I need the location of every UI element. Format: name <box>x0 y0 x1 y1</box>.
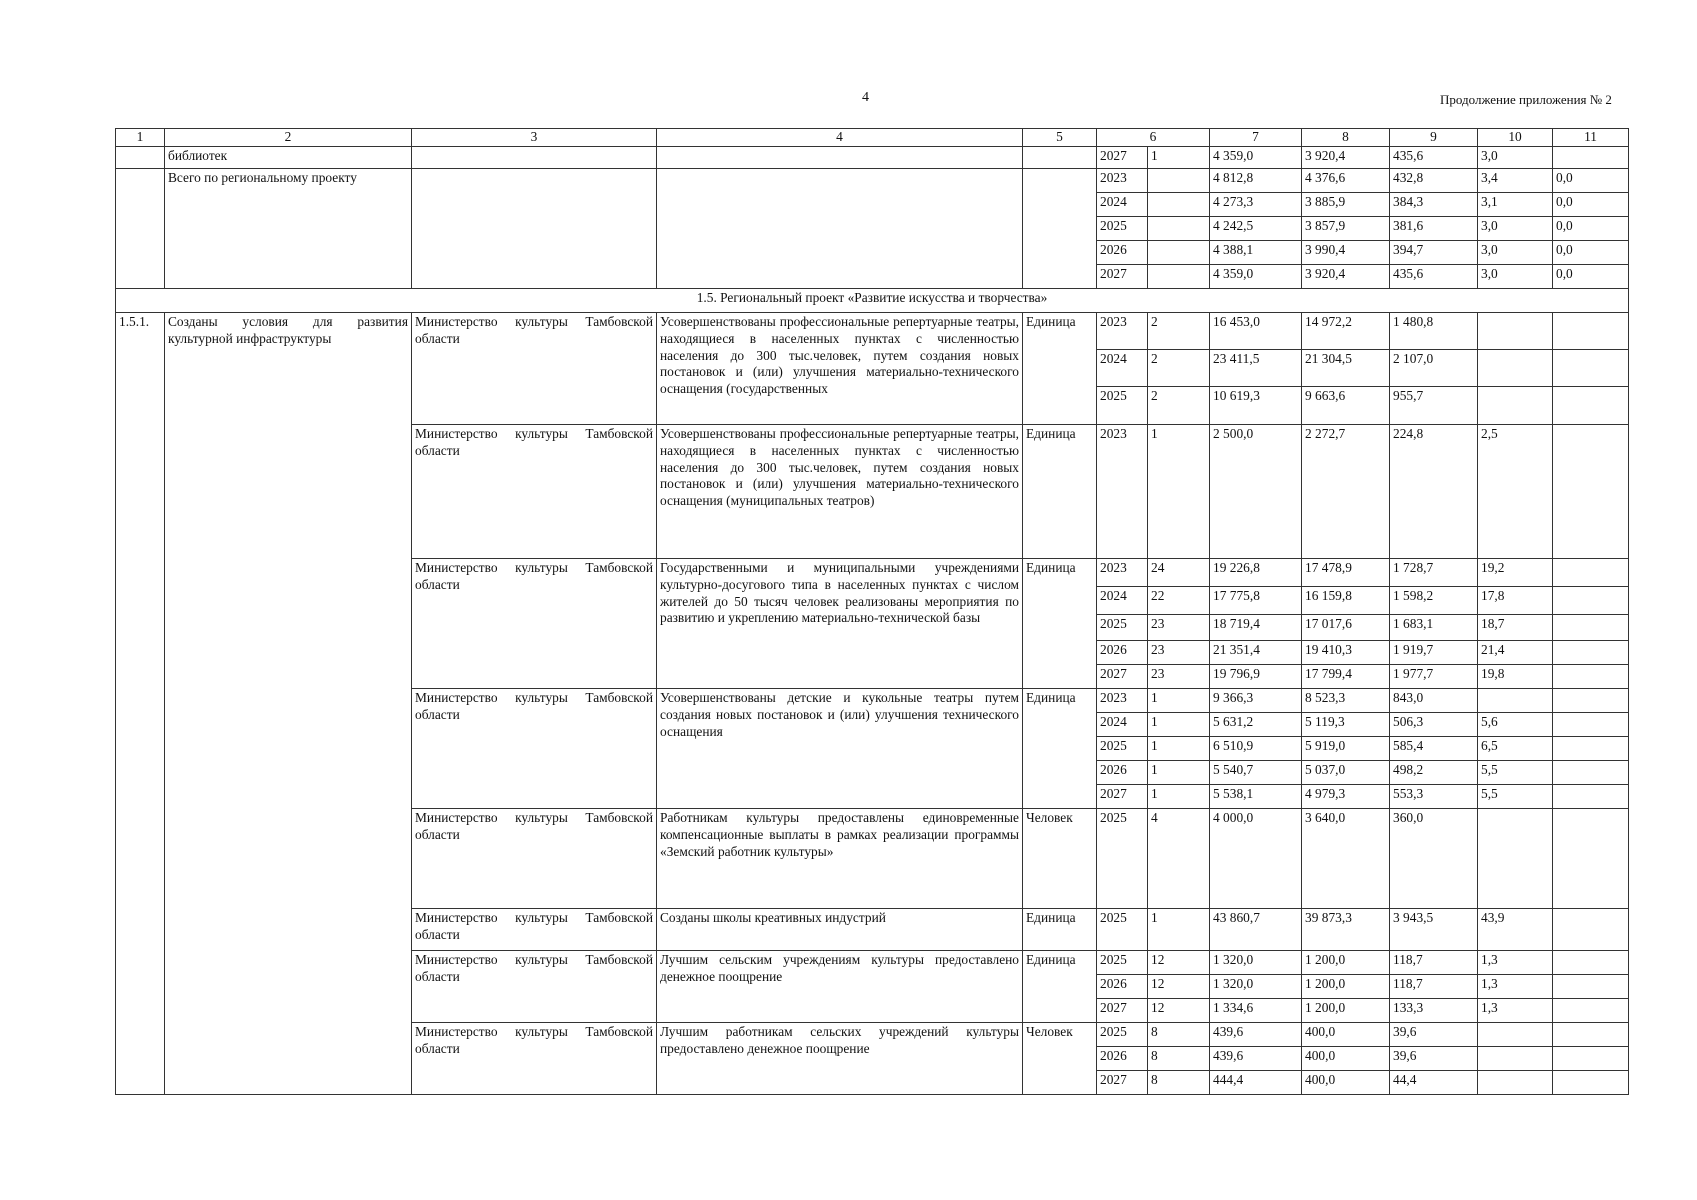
cell-federal-amount: 2 272,7 <box>1302 425 1390 559</box>
cell-federal-amount: 21 304,5 <box>1302 350 1390 387</box>
cell-year: 2027 <box>1097 1071 1148 1095</box>
header-col-11: 11 <box>1553 129 1629 147</box>
cell-year: 2026 <box>1097 641 1148 665</box>
cell-count: 1 <box>1148 737 1210 761</box>
cell-local-amount: 1,3 <box>1478 999 1553 1023</box>
cell-unit: Человек <box>1023 1023 1097 1095</box>
cell-unit: Человек <box>1023 809 1097 909</box>
header-col-10: 10 <box>1478 129 1553 147</box>
cell-description <box>657 147 1023 169</box>
cell-regional-amount: 955,7 <box>1390 387 1478 425</box>
cell-regional-amount: 585,4 <box>1390 737 1478 761</box>
cell-executor: Министерство культуры Тамбовской области <box>412 909 657 951</box>
cell-year: 2025 <box>1097 909 1148 951</box>
cell-unit: Единица <box>1023 689 1097 809</box>
cell-federal-amount: 400,0 <box>1302 1023 1390 1047</box>
header-col-6: 6 <box>1097 129 1210 147</box>
cell-number <box>116 147 165 169</box>
cell-federal-amount: 17 478,9 <box>1302 559 1390 587</box>
cell-regional-amount: 1 598,2 <box>1390 587 1478 615</box>
cell-local-amount: 3,1 <box>1478 193 1553 217</box>
cell-other-amount: 0,0 <box>1553 217 1629 241</box>
cell-other-amount <box>1553 665 1629 689</box>
table-body <box>116 147 1629 1095</box>
total-label: Всего по региональному проекту <box>165 169 412 289</box>
cell-total-amount: 1 334,6 <box>1210 999 1302 1023</box>
cell-local-amount: 3,4 <box>1478 169 1553 193</box>
cell-federal-amount: 400,0 <box>1302 1071 1390 1095</box>
cell-regional-amount: 506,3 <box>1390 713 1478 737</box>
cell-local-amount: 18,7 <box>1478 615 1553 641</box>
cell-total-amount: 10 619,3 <box>1210 387 1302 425</box>
cell-unit <box>1023 147 1097 169</box>
cell-count: 1 <box>1148 713 1210 737</box>
cell-regional-amount: 432,8 <box>1390 169 1478 193</box>
cell-description: Работникам культуры предоставлены единовременные компенсационные выплаты в рамках реализации программы «Земский работник культуры» <box>657 809 1023 909</box>
cell-year: 2025 <box>1097 217 1148 241</box>
cell-federal-amount: 400,0 <box>1302 1047 1390 1071</box>
cell-executor: Министерство культуры Тамбовской области <box>412 425 657 559</box>
cell-total-amount: 4 359,0 <box>1210 265 1302 289</box>
cell-other-amount: 0,0 <box>1553 169 1629 193</box>
cell-count: 2 <box>1148 387 1210 425</box>
cell-local-amount: 3,0 <box>1478 265 1553 289</box>
cell-local-amount: 5,5 <box>1478 761 1553 785</box>
table-row <box>116 289 1629 313</box>
cell-total-amount: 439,6 <box>1210 1023 1302 1047</box>
cell-unit: Единица <box>1023 313 1097 425</box>
cell-count: 1 <box>1148 761 1210 785</box>
cell-regional-amount: 435,6 <box>1390 265 1478 289</box>
cell-local-amount: 1,3 <box>1478 975 1553 999</box>
cell-description: Созданы школы креативных индустрий <box>657 909 1023 951</box>
cell-other-amount <box>1553 587 1629 615</box>
cell-executor: Министерство культуры Тамбовской области <box>412 1023 657 1095</box>
section-title: 1.5. Региональный проект «Развитие искусства и творчества» <box>116 289 1629 313</box>
cell-total-amount: 4 812,8 <box>1210 169 1302 193</box>
cell-count <box>1148 265 1210 289</box>
cell-count: 8 <box>1148 1023 1210 1047</box>
cell-federal-amount: 3 857,9 <box>1302 217 1390 241</box>
cell-year: 2026 <box>1097 761 1148 785</box>
cell-total-amount: 17 775,8 <box>1210 587 1302 615</box>
cell-total-amount: 5 538,1 <box>1210 785 1302 809</box>
cell-regional-amount: 39,6 <box>1390 1047 1478 1071</box>
table-row <box>116 313 1629 350</box>
cell-total-amount: 21 351,4 <box>1210 641 1302 665</box>
cell-total-amount: 5 631,2 <box>1210 713 1302 737</box>
cell-regional-amount: 2 107,0 <box>1390 350 1478 387</box>
cell-other-amount <box>1553 425 1629 559</box>
cell-year: 2027 <box>1097 999 1148 1023</box>
cell-federal-amount: 14 972,2 <box>1302 313 1390 350</box>
header-col-7: 7 <box>1210 129 1302 147</box>
cell-result-name: библиотек <box>165 147 412 169</box>
cell-local-amount <box>1478 689 1553 713</box>
cell-federal-amount: 3 885,9 <box>1302 193 1390 217</box>
cell-federal-amount: 3 920,4 <box>1302 147 1390 169</box>
cell-total-amount: 16 453,0 <box>1210 313 1302 350</box>
cell-other-amount <box>1553 737 1629 761</box>
cell-other-amount <box>1553 909 1629 951</box>
header-col-1: 1 <box>116 129 165 147</box>
cell-total-amount: 43 860,7 <box>1210 909 1302 951</box>
cell-local-amount: 19,8 <box>1478 665 1553 689</box>
cell-other-amount <box>1553 1071 1629 1095</box>
cell-federal-amount: 8 523,3 <box>1302 689 1390 713</box>
cell-total-amount: 4 273,3 <box>1210 193 1302 217</box>
cell-other-amount: 0,0 <box>1553 265 1629 289</box>
cell-executor <box>412 147 657 169</box>
cell-other-amount <box>1553 761 1629 785</box>
cell-year: 2027 <box>1097 147 1148 169</box>
cell-year: 2026 <box>1097 241 1148 265</box>
cell-total-amount: 9 366,3 <box>1210 689 1302 713</box>
cell-other-amount <box>1553 641 1629 665</box>
cell-regional-amount: 1 728,7 <box>1390 559 1478 587</box>
cell-regional-amount: 133,3 <box>1390 999 1478 1023</box>
cell-executor: Министерство культуры Тамбовской области <box>412 951 657 1023</box>
cell-count: 8 <box>1148 1047 1210 1071</box>
cell-local-amount <box>1478 350 1553 387</box>
cell-count: 12 <box>1148 951 1210 975</box>
cell-federal-amount: 4 979,3 <box>1302 785 1390 809</box>
cell-description: Усовершенствованы профессиональные репертуарные театры, находящиеся в населенных пунктах с численностью населения до 300 тыс.человек, путем создания новых постановок и (или) улучшения материально-технического оснащения (муниципальных театров) <box>657 425 1023 559</box>
cell-total-amount: 6 510,9 <box>1210 737 1302 761</box>
task-number: 1.5.1. <box>116 313 165 1095</box>
cell-regional-amount: 1 919,7 <box>1390 641 1478 665</box>
cell-count: 2 <box>1148 350 1210 387</box>
cell-executor: Министерство культуры Тамбовской области <box>412 313 657 425</box>
cell-count: 23 <box>1148 641 1210 665</box>
cell-federal-amount: 3 990,4 <box>1302 241 1390 265</box>
cell-year: 2026 <box>1097 1047 1148 1071</box>
cell-other-amount <box>1553 1047 1629 1071</box>
cell-description: Лучшим сельским учреждениям культуры предоставлено денежное поощрение <box>657 951 1023 1023</box>
cell-regional-amount: 384,3 <box>1390 193 1478 217</box>
cell-count: 2 <box>1148 313 1210 350</box>
cell-year: 2024 <box>1097 193 1148 217</box>
header-col-4: 4 <box>657 129 1023 147</box>
cell-other-amount <box>1553 147 1629 169</box>
cell-year: 2027 <box>1097 785 1148 809</box>
cell-count <box>1148 169 1210 193</box>
cell-total-amount: 18 719,4 <box>1210 615 1302 641</box>
cell-unit <box>1023 169 1097 289</box>
cell-regional-amount: 553,3 <box>1390 785 1478 809</box>
cell-regional-amount: 394,7 <box>1390 241 1478 265</box>
cell-total-amount: 2 500,0 <box>1210 425 1302 559</box>
cell-federal-amount: 19 410,3 <box>1302 641 1390 665</box>
table-row <box>116 147 1629 169</box>
cell-count: 22 <box>1148 587 1210 615</box>
cell-year: 2026 <box>1097 975 1148 999</box>
cell-total-amount: 4 000,0 <box>1210 809 1302 909</box>
cell-federal-amount: 1 200,0 <box>1302 951 1390 975</box>
cell-count: 1 <box>1148 909 1210 951</box>
cell-other-amount <box>1553 999 1629 1023</box>
cell-local-amount: 17,8 <box>1478 587 1553 615</box>
cell-other-amount <box>1553 975 1629 999</box>
cell-year: 2027 <box>1097 665 1148 689</box>
cell-total-amount: 444,4 <box>1210 1071 1302 1095</box>
header-col-5: 5 <box>1023 129 1097 147</box>
cell-total-amount: 4 359,0 <box>1210 147 1302 169</box>
cell-federal-amount: 4 376,6 <box>1302 169 1390 193</box>
cell-count <box>1148 193 1210 217</box>
cell-federal-amount: 17 017,6 <box>1302 615 1390 641</box>
cell-unit: Единица <box>1023 909 1097 951</box>
cell-total-amount: 19 796,9 <box>1210 665 1302 689</box>
cell-unit: Единица <box>1023 951 1097 1023</box>
cell-total-amount: 5 540,7 <box>1210 761 1302 785</box>
cell-local-amount: 3,0 <box>1478 241 1553 265</box>
header-row <box>116 129 1629 147</box>
cell-number <box>116 169 165 289</box>
cell-total-amount: 1 320,0 <box>1210 951 1302 975</box>
cell-federal-amount: 17 799,4 <box>1302 665 1390 689</box>
cell-year: 2023 <box>1097 689 1148 713</box>
cell-year: 2023 <box>1097 425 1148 559</box>
cell-regional-amount: 1 683,1 <box>1390 615 1478 641</box>
cell-regional-amount: 1 977,7 <box>1390 665 1478 689</box>
cell-regional-amount: 843,0 <box>1390 689 1478 713</box>
cell-count: 1 <box>1148 425 1210 559</box>
program-table <box>115 128 1629 1095</box>
cell-federal-amount: 5 919,0 <box>1302 737 1390 761</box>
cell-local-amount: 2,5 <box>1478 425 1553 559</box>
cell-regional-amount: 381,6 <box>1390 217 1478 241</box>
cell-regional-amount: 360,0 <box>1390 809 1478 909</box>
cell-local-amount: 43,9 <box>1478 909 1553 951</box>
cell-local-amount <box>1478 1071 1553 1095</box>
cell-year: 2023 <box>1097 559 1148 587</box>
cell-federal-amount: 3 920,4 <box>1302 265 1390 289</box>
cell-other-amount <box>1553 350 1629 387</box>
cell-regional-amount: 224,8 <box>1390 425 1478 559</box>
cell-count: 23 <box>1148 665 1210 689</box>
cell-count: 1 <box>1148 785 1210 809</box>
cell-local-amount <box>1478 313 1553 350</box>
cell-regional-amount: 3 943,5 <box>1390 909 1478 951</box>
cell-executor: Министерство культуры Тамбовской области <box>412 809 657 909</box>
cell-count <box>1148 241 1210 265</box>
cell-description <box>657 169 1023 289</box>
cell-total-amount: 1 320,0 <box>1210 975 1302 999</box>
cell-federal-amount: 5 037,0 <box>1302 761 1390 785</box>
header-col-3: 3 <box>412 129 657 147</box>
cell-count: 4 <box>1148 809 1210 909</box>
header-col-9: 9 <box>1390 129 1478 147</box>
cell-unit: Единица <box>1023 425 1097 559</box>
cell-local-amount: 19,2 <box>1478 559 1553 587</box>
cell-other-amount <box>1553 809 1629 909</box>
cell-other-amount <box>1553 387 1629 425</box>
cell-count: 8 <box>1148 1071 1210 1095</box>
cell-local-amount: 5,5 <box>1478 785 1553 809</box>
cell-local-amount: 3,0 <box>1478 147 1553 169</box>
cell-executor: Министерство культуры Тамбовской области <box>412 689 657 809</box>
cell-description: Усовершенствованы профессиональные репертуарные театры, находящиеся в населенных пунктах с численностью населения до 300 тыс.человек, путем создания новых постановок и (или) улучшения материально-технического оснащения (государственных <box>657 313 1023 425</box>
table-row <box>116 169 1629 193</box>
cell-total-amount: 4 242,5 <box>1210 217 1302 241</box>
cell-federal-amount: 9 663,6 <box>1302 387 1390 425</box>
cell-local-amount: 1,3 <box>1478 951 1553 975</box>
cell-regional-amount: 44,4 <box>1390 1071 1478 1095</box>
cell-other-amount <box>1553 1023 1629 1047</box>
cell-other-amount <box>1553 615 1629 641</box>
cell-local-amount <box>1478 1047 1553 1071</box>
cell-regional-amount: 435,6 <box>1390 147 1478 169</box>
cell-other-amount <box>1553 689 1629 713</box>
cell-local-amount: 5,6 <box>1478 713 1553 737</box>
cell-regional-amount: 118,7 <box>1390 951 1478 975</box>
cell-local-amount <box>1478 809 1553 909</box>
cell-year: 2024 <box>1097 713 1148 737</box>
cell-regional-amount: 39,6 <box>1390 1023 1478 1047</box>
cell-local-amount: 21,4 <box>1478 641 1553 665</box>
cell-total-amount: 4 388,1 <box>1210 241 1302 265</box>
header-col-8: 8 <box>1302 129 1390 147</box>
cell-total-amount: 19 226,8 <box>1210 559 1302 587</box>
cell-year: 2025 <box>1097 387 1148 425</box>
cell-federal-amount: 16 159,8 <box>1302 587 1390 615</box>
cell-year: 2025 <box>1097 1023 1148 1047</box>
cell-regional-amount: 118,7 <box>1390 975 1478 999</box>
cell-local-amount: 3,0 <box>1478 217 1553 241</box>
cell-executor: Министерство культуры Тамбовской области <box>412 559 657 689</box>
cell-description: Государственными и муниципальными учреждениями культурно-досугового типа в населенных пунктах с числом жителей до 50 тысяч человек реализованы мероприятия по развитию и укреплению материально-технической базы <box>657 559 1023 689</box>
cell-other-amount: 0,0 <box>1553 193 1629 217</box>
cell-year: 2023 <box>1097 313 1148 350</box>
cell-unit: Единица <box>1023 559 1097 689</box>
continuation-note: Продолжение приложения № 2 <box>1440 92 1612 107</box>
cell-count: 12 <box>1148 999 1210 1023</box>
cell-count: 24 <box>1148 559 1210 587</box>
cell-year: 2025 <box>1097 809 1148 909</box>
cell-total-amount: 23 411,5 <box>1210 350 1302 387</box>
task-name: Созданы условия для развития культурной инфраструктуры <box>165 313 412 1095</box>
cell-local-amount <box>1478 387 1553 425</box>
cell-local-amount: 6,5 <box>1478 737 1553 761</box>
cell-year: 2025 <box>1097 951 1148 975</box>
cell-description: Лучшим работникам сельских учреждений культуры предоставлено денежное поощрение <box>657 1023 1023 1095</box>
cell-year: 2027 <box>1097 265 1148 289</box>
cell-other-amount <box>1553 559 1629 587</box>
cell-other-amount: 0,0 <box>1553 241 1629 265</box>
cell-federal-amount: 1 200,0 <box>1302 975 1390 999</box>
cell-total-amount: 439,6 <box>1210 1047 1302 1071</box>
cell-other-amount <box>1553 785 1629 809</box>
cell-federal-amount: 1 200,0 <box>1302 999 1390 1023</box>
cell-other-amount <box>1553 713 1629 737</box>
header-col-2: 2 <box>165 129 412 147</box>
cell-executor <box>412 169 657 289</box>
cell-count <box>1148 217 1210 241</box>
cell-year: 2024 <box>1097 587 1148 615</box>
cell-count: 1 <box>1148 147 1210 169</box>
cell-local-amount <box>1478 1023 1553 1047</box>
cell-year: 2025 <box>1097 615 1148 641</box>
cell-other-amount <box>1553 313 1629 350</box>
cell-federal-amount: 3 640,0 <box>1302 809 1390 909</box>
cell-description: Усовершенствованы детские и кукольные театры путем создания новых постановок и (или) улучшения технического оснащения <box>657 689 1023 809</box>
cell-count: 1 <box>1148 689 1210 713</box>
cell-regional-amount: 498,2 <box>1390 761 1478 785</box>
cell-year: 2025 <box>1097 737 1148 761</box>
cell-count: 12 <box>1148 975 1210 999</box>
cell-regional-amount: 1 480,8 <box>1390 313 1478 350</box>
cell-federal-amount: 39 873,3 <box>1302 909 1390 951</box>
cell-other-amount <box>1553 951 1629 975</box>
cell-year: 2024 <box>1097 350 1148 387</box>
cell-count: 23 <box>1148 615 1210 641</box>
cell-federal-amount: 5 119,3 <box>1302 713 1390 737</box>
page-number: 4 <box>862 90 869 105</box>
cell-year: 2023 <box>1097 169 1148 193</box>
